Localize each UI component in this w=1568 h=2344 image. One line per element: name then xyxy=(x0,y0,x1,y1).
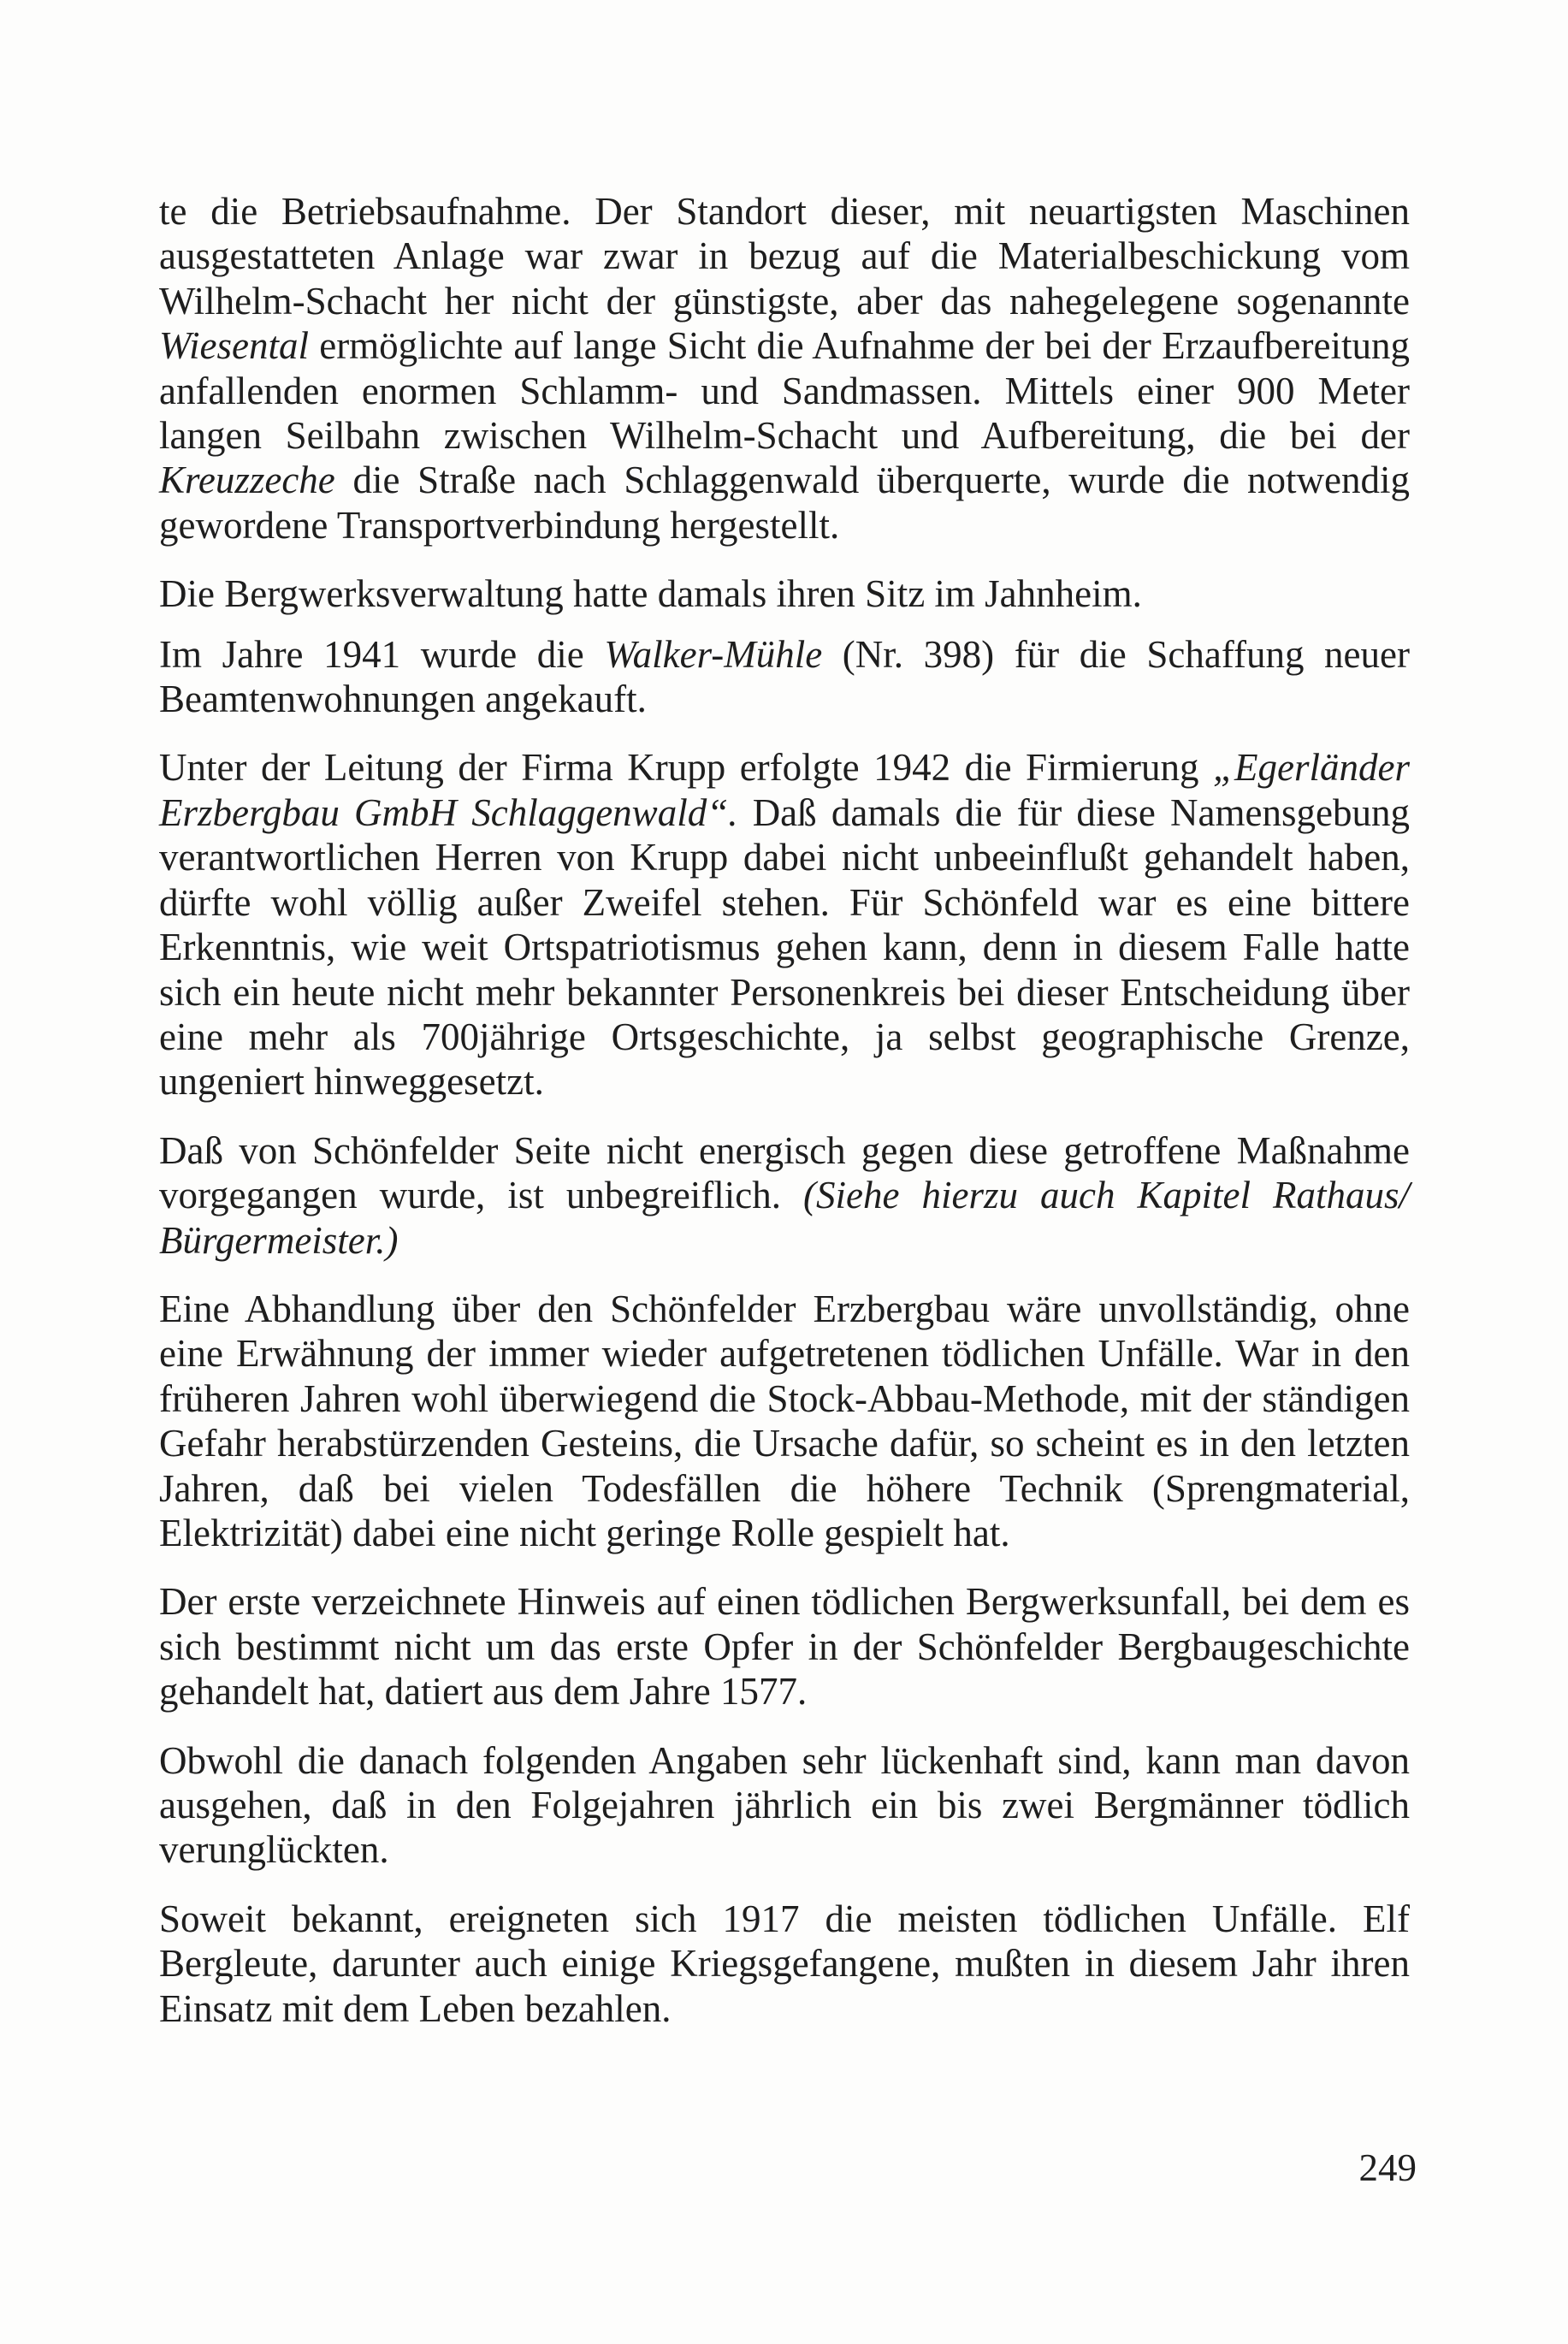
italic-segment: Kreuzzeche xyxy=(159,459,335,502)
paragraph-verwaltung xyxy=(159,571,1410,616)
text-segment: Daß damals die für diese Namensgebung verantwortlichen Herren von Krupp dabei nicht unbeeinflußt gehandelt haben, dürfte wohl völlig außer Zweifel stehen. Für Schönfeld war es eine bittere Erkenntnis, wie weit Ortspatriotismus gehen kann, denn in diesem Falle hatte sich ein heute nicht mehr bekannter Personenkreis bei dieser Entscheidung über eine mehr als 700jährige Ortsgeschichte, ja selbst geographische Grenze, ungeniert hinweggesetzt. xyxy=(159,790,1410,1104)
paragraph-unfaelle xyxy=(159,1287,1410,1555)
italic-segment: (Siehe hierzu auch Kapitel Rathaus/ Bürgermeister.) xyxy=(159,1174,1410,1262)
paragraph-folgejahre xyxy=(159,1738,1410,1873)
text-segment: te die Betriebsaufnahme. Der Standort dieser, mit neuartigsten Maschinen ausgestatteten Anlage war zwar in bezug auf die Materialbeschickung vom Wilhelm-Schacht her nicht der günstigste, aber das nahegelegene sogenannte xyxy=(159,190,1410,323)
text-segment: Obwohl die danach folgenden Angaben sehr lückenhaft sind, kann man davon ausgehen, daß in den Folgejahren jährlich ein bis zwei Bergmänner tödlich verunglückten. xyxy=(159,1738,1410,1872)
text-segment: Eine Abhandlung über den Schönfelder Erzbergbau wäre unvollständig, ohne eine Erwähnung der immer wieder aufgetretenen tödlichen Unfälle. War in den früheren Jahren wohl überwiegend die Stock-Abbau-Methode, mit der ständigen Gefahr herabstürzenden Gesteins, die Ursache dafür, so scheint es in den letzten Jahren, daß bei vielen Todesfällen die höhere Technik (Sprengmaterial, Elektrizität) dabei eine nicht geringe Rolle gespielt hat. xyxy=(159,1287,1410,1554)
text-segment: Im Jahre 1941 wurde die xyxy=(159,632,605,676)
paragraph-hinweis-1577 xyxy=(159,1579,1410,1714)
paragraph-massnahme xyxy=(159,1128,1410,1263)
text-segment: die Straße nach Schlaggenwald überquerte, wurde die notwendig gewordene Transportverbindung hergestellt. xyxy=(159,459,1410,547)
text-segment: Die Bergwerksverwaltung hatte damals ihren Sitz im Jahnheim. xyxy=(159,572,1142,616)
italic-segment: Walker-Mühle xyxy=(604,632,823,676)
text-segment: (Nr. 398) für die Schaffung neuer Beamtenwohnungen angekauft. xyxy=(159,632,1410,721)
text-segment: Soweit bekannt, ereigneten sich 1917 die meisten tödlichen Unfälle. Elf Bergleute, darunter auch einige Kriegsgefangene, mußten in diesem Jahr ihren Einsatz mit dem Leben bezahlen. xyxy=(159,1897,1410,2030)
paragraph-walker-muehle xyxy=(159,632,1410,722)
text-segment: Daß von Schönfelder Seite nicht energisch gegen diese getroffene Maßnahme vorgegangen wurde, ist unbegreiflich. xyxy=(159,1128,1410,1217)
text-segment: Der erste verzeichnete Hinweis auf einen tödlichen Bergwerksunfall, bei dem es sich bestimmt nicht um das erste Opfer in der Schönfelder Bergbaugeschichte gehandelt hat, datiert aus dem Jahre 1577. xyxy=(159,1580,1410,1714)
text-segment: ermöglichte auf lange Sicht die Aufnahme der bei der Erzaufbereitung anfallenden enormen Schlamm- und Sandmassen. Mittels einer 900 Meter langen Seilbahn zwischen Wilhelm-Schacht und Aufbereitung, die bei der xyxy=(159,324,1410,458)
text-segment: Unter der Leitung der Firma Krupp erfolgte 1942 die Firmierung xyxy=(159,746,1213,790)
paragraph-firmierung xyxy=(159,745,1410,1104)
body-text xyxy=(159,189,1410,2055)
paragraph-1917 xyxy=(159,1897,1410,2031)
page-number: 249 xyxy=(1358,2146,1417,2189)
italic-segment: Wiesental xyxy=(159,324,309,368)
italic-segment: „Egerländer Erzbergbau GmbH Schlaggenwald“. xyxy=(159,746,1410,834)
paragraph-seilbahn xyxy=(159,189,1410,548)
